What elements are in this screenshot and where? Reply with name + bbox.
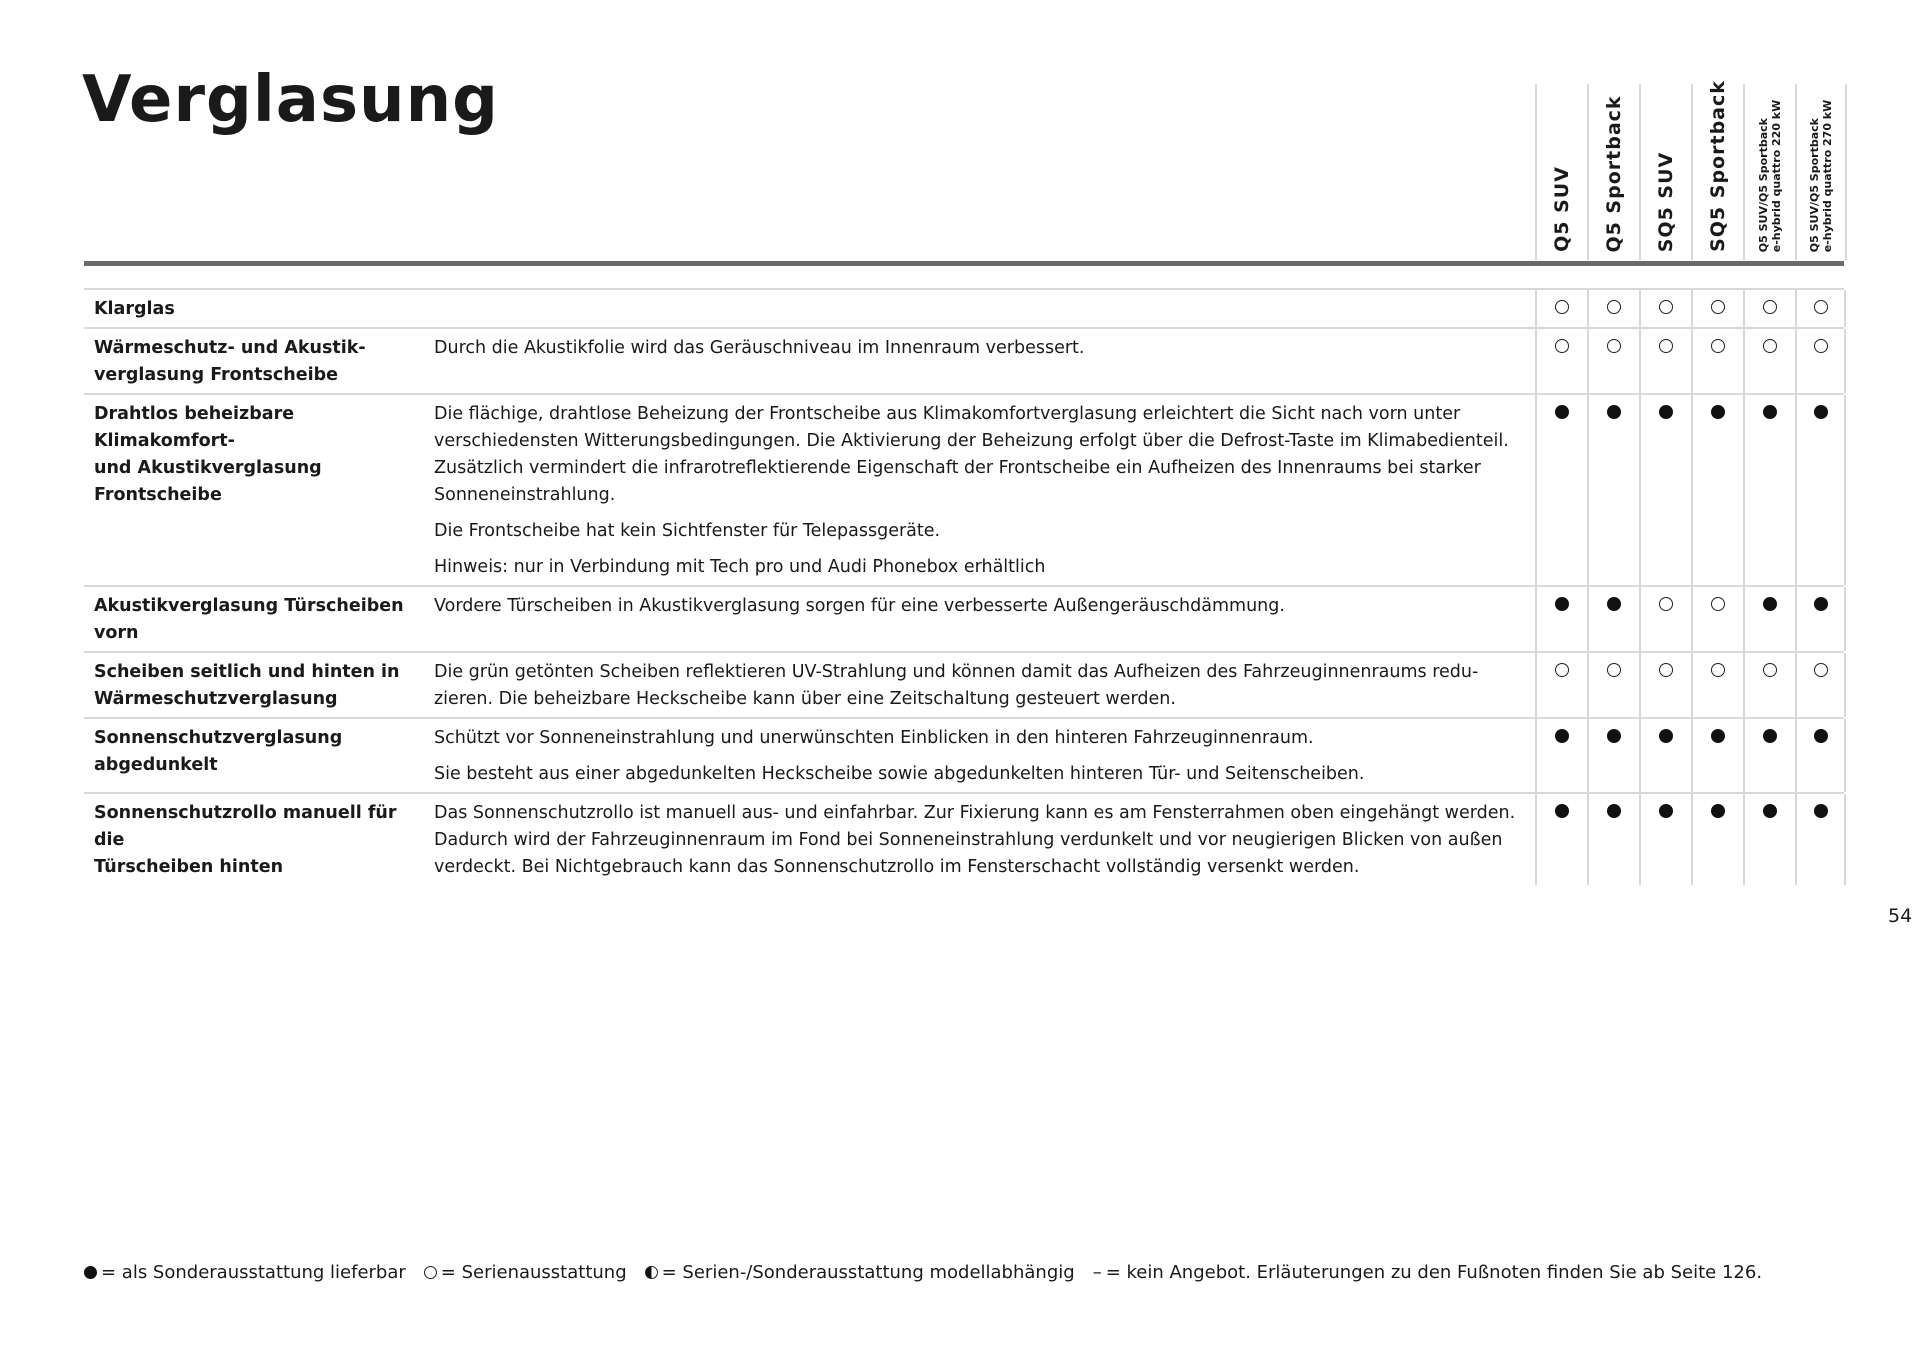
feature-name: Drahtlos beheizbare Klimakomfort- und Akustikverglasung Frontscheibe [94, 404, 322, 505]
open-circle-icon [1555, 663, 1569, 677]
availability-cell [1743, 290, 1795, 327]
availability-cell [1691, 794, 1743, 885]
filled-circle-icon [1555, 804, 1569, 818]
feature-description [434, 395, 1535, 585]
availability-cell [1587, 587, 1639, 651]
availability-cell [1535, 653, 1587, 717]
availability-cell [1691, 329, 1743, 393]
feature-name: Wärmeschutz- und Akustik- verglasung Frontscheibe [94, 338, 366, 385]
open-circle-icon [1555, 339, 1569, 353]
filled-circle-icon [1607, 405, 1621, 419]
filled-circle-icon [1659, 804, 1673, 818]
availability-cell [1535, 290, 1587, 327]
open-circle-icon [1659, 597, 1673, 611]
table-row [84, 288, 1844, 327]
open-circle-icon [424, 1266, 437, 1279]
column-header-label: Q5 SUV/Q5 Sportback e-hybrid quattro 270 kW [1808, 99, 1834, 252]
header-divider [84, 261, 1844, 266]
legend-label-none: = kein Angebot. Erläuterungen zu den Fußnoten finden Sie ab Seite 126. [1105, 1262, 1763, 1283]
half-circle-icon [645, 1266, 658, 1279]
filled-circle-icon [1814, 597, 1828, 611]
column-header-label: SQ5 Sportback [1707, 80, 1729, 252]
availability-cell [1587, 290, 1639, 327]
availability-cell [1743, 395, 1795, 585]
open-circle-icon [1763, 339, 1777, 353]
open-circle-icon [1814, 339, 1828, 353]
legend [84, 1262, 1780, 1283]
filled-circle-icon [1814, 804, 1828, 818]
column-header-4 [1691, 80, 1743, 260]
availability-cell [1795, 290, 1846, 327]
page-number: 54 [1888, 905, 1913, 927]
table-row [84, 585, 1844, 651]
feature-name: Sonnenschutzverglasung abgedunkelt [94, 728, 343, 775]
open-circle-icon [1659, 339, 1673, 353]
column-header-label: Q5 SUV/Q5 Sportback e-hybrid quattro 220 kW [1757, 99, 1783, 252]
open-circle-icon [1711, 339, 1725, 353]
feature-description [434, 794, 1535, 885]
feature-description [434, 719, 1535, 792]
availability-cell [1587, 794, 1639, 885]
legend-label-modell: = Serien-/Sonderausstattung modellabhängig [661, 1262, 1075, 1283]
availability-cell [1587, 653, 1639, 717]
availability-cell [1691, 653, 1743, 717]
description-paragraph: Die flächige, drahtlose Beheizung der Frontscheibe aus Klimakomfortverglasung erleichtert die Sicht nach vorn unter verschiedensten Witterungsbedingungen. Die Aktivierung der Beheizung erfolgt über die Defrost-Taste im Klimabedienteil. Zusätzlich vermindert die infrarotreflektierende Eigenschaft der Frontscheibe ein Aufheizen des Innenraums bei starker Sonneneinstrahlung. [434, 404, 1509, 505]
legend-item-sonder [84, 1262, 406, 1283]
availability-cell [1743, 794, 1795, 885]
filled-circle-icon [1711, 405, 1725, 419]
filled-circle-icon [1607, 804, 1621, 818]
filled-circle-icon [1607, 597, 1621, 611]
open-circle-icon [1711, 597, 1725, 611]
description-paragraph: Sie besteht aus einer abgedunkelten Heckscheibe sowie abgedunkelten hinteren Tür- und Seitenscheiben. [434, 764, 1365, 784]
filled-circle-icon [1607, 729, 1621, 743]
availability-cell [1587, 395, 1639, 585]
availability-cell [1587, 719, 1639, 792]
feature-name: Klarglas [94, 299, 175, 319]
availability-cell [1795, 587, 1846, 651]
availability-cell [1691, 719, 1743, 792]
filled-circle-icon [1763, 729, 1777, 743]
description-paragraph: Vordere Türscheiben in Akustikverglasung sorgen für eine verbesserte Außengeräuschdämmung. [434, 596, 1285, 616]
table-row [84, 651, 1844, 717]
filled-circle-icon [1659, 729, 1673, 743]
availability-cell [1535, 587, 1587, 651]
open-circle-icon [1763, 663, 1777, 677]
legend-label-sonder: = als Sonderausstattung lieferbar [101, 1262, 406, 1283]
availability-cell [1639, 395, 1691, 585]
column-header-label: Q5 Sportback [1603, 94, 1625, 253]
availability-cell [1587, 329, 1639, 393]
column-header-1 [1535, 84, 1587, 260]
legend-label-serie: = Serienausstattung [440, 1262, 627, 1283]
equipment-table [84, 288, 1844, 885]
column-header-label: SQ5 SUV [1655, 151, 1677, 252]
availability-cell [1743, 587, 1795, 651]
description-paragraph: Die Frontscheibe hat kein Sichtfenster für Telepassgeräte. [434, 521, 941, 541]
description-paragraph: Hinweis: nur in Verbindung mit Tech pro und Audi Phonebox erhältlich [434, 557, 1046, 577]
open-circle-icon [1659, 300, 1673, 314]
feature-name: Akustikverglasung Türscheiben vorn [94, 596, 404, 643]
availability-cell [1535, 395, 1587, 585]
open-circle-icon [1607, 663, 1621, 677]
filled-circle-icon [1711, 729, 1725, 743]
open-circle-icon [1607, 300, 1621, 314]
availability-cell [1743, 653, 1795, 717]
availability-cell [1535, 719, 1587, 792]
filled-circle-icon [1659, 405, 1673, 419]
open-circle-icon [1814, 300, 1828, 314]
table-row [84, 717, 1844, 792]
filled-circle-icon [1711, 804, 1725, 818]
open-circle-icon [1711, 300, 1725, 314]
open-circle-icon [1607, 339, 1621, 353]
legend-item-none [1093, 1262, 1762, 1283]
availability-cell [1795, 395, 1846, 585]
filled-circle-icon [1763, 804, 1777, 818]
availability-cell [1795, 794, 1846, 885]
availability-cell [1639, 719, 1691, 792]
availability-cell [1535, 329, 1587, 393]
availability-cell [1743, 329, 1795, 393]
feature-description [434, 329, 1535, 393]
open-circle-icon [1555, 300, 1569, 314]
filled-circle-icon [1814, 405, 1828, 419]
availability-cell [1795, 329, 1846, 393]
feature-description [434, 653, 1535, 717]
availability-cell [1795, 653, 1846, 717]
filled-circle-icon [1763, 597, 1777, 611]
description-paragraph: Die grün getönten Scheiben reflektieren UV-Strahlung und können damit das Aufheizen des Fahrzeuginnenraums redu- zieren. Die beheizbare Heckscheibe kann über eine Zeitschaltung gesteuert werden. [434, 662, 1479, 709]
feature-name: Scheiben seitlich und hinten in Wärmeschutzverglasung [94, 662, 400, 709]
open-circle-icon [1763, 300, 1777, 314]
page-title: Verglasung [82, 63, 499, 137]
availability-cell [1691, 395, 1743, 585]
feature-name: Sonnenschutzrollo manuell für die Türscheiben hinten [94, 803, 397, 877]
availability-cell [1535, 794, 1587, 885]
column-header-label: Q5 SUV [1551, 166, 1573, 252]
filled-circle-icon [1555, 729, 1569, 743]
availability-cell [1639, 290, 1691, 327]
filled-circle-icon [1555, 597, 1569, 611]
filled-circle-icon [1763, 405, 1777, 419]
filled-circle-icon [1814, 729, 1828, 743]
column-header-5 [1743, 84, 1795, 260]
table-row [84, 792, 1844, 885]
legend-item-serie [424, 1262, 627, 1283]
table-row [84, 327, 1844, 393]
legend-item-modell [645, 1262, 1075, 1283]
dash-icon: – [1092, 1262, 1102, 1283]
open-circle-icon [1659, 663, 1673, 677]
availability-cell [1639, 653, 1691, 717]
column-header-6 [1795, 84, 1847, 260]
open-circle-icon [1711, 663, 1725, 677]
open-circle-icon [1814, 663, 1828, 677]
availability-cell [1691, 587, 1743, 651]
filled-circle-icon [1555, 405, 1569, 419]
availability-cell [1795, 719, 1846, 792]
description-paragraph: Das Sonnenschutzrollo ist manuell aus- und einfahrbar. Zur Fixierung kann es am Fensterrahmen oben eingehängt werden. Dadurch wird der Fahrzeuginnenraum im Fond bei Sonneneinstrahlung verdunkelt und vor neugierigen Blicken von außen verdeckt. Bei Nichtgebrauch kann das Sonnenschutzrollo im Fensterschacht vollständig versenkt werden. [434, 803, 1516, 877]
availability-cell [1743, 719, 1795, 792]
column-header-2 [1587, 84, 1639, 260]
filled-circle-icon [84, 1266, 97, 1279]
feature-description [434, 587, 1535, 651]
description-paragraph: Schützt vor Sonneneinstrahlung und unerwünschten Einblicken in den hinteren Fahrzeuginnenraum. [434, 728, 1314, 748]
column-header-3 [1639, 84, 1691, 260]
description-paragraph: Durch die Akustikfolie wird das Geräuschniveau im Innenraum verbessert. [434, 338, 1085, 358]
availability-cell [1691, 290, 1743, 327]
availability-cell [1639, 587, 1691, 651]
availability-cell [1639, 329, 1691, 393]
feature-description [434, 290, 1535, 327]
table-row [84, 393, 1844, 585]
availability-cell [1639, 794, 1691, 885]
